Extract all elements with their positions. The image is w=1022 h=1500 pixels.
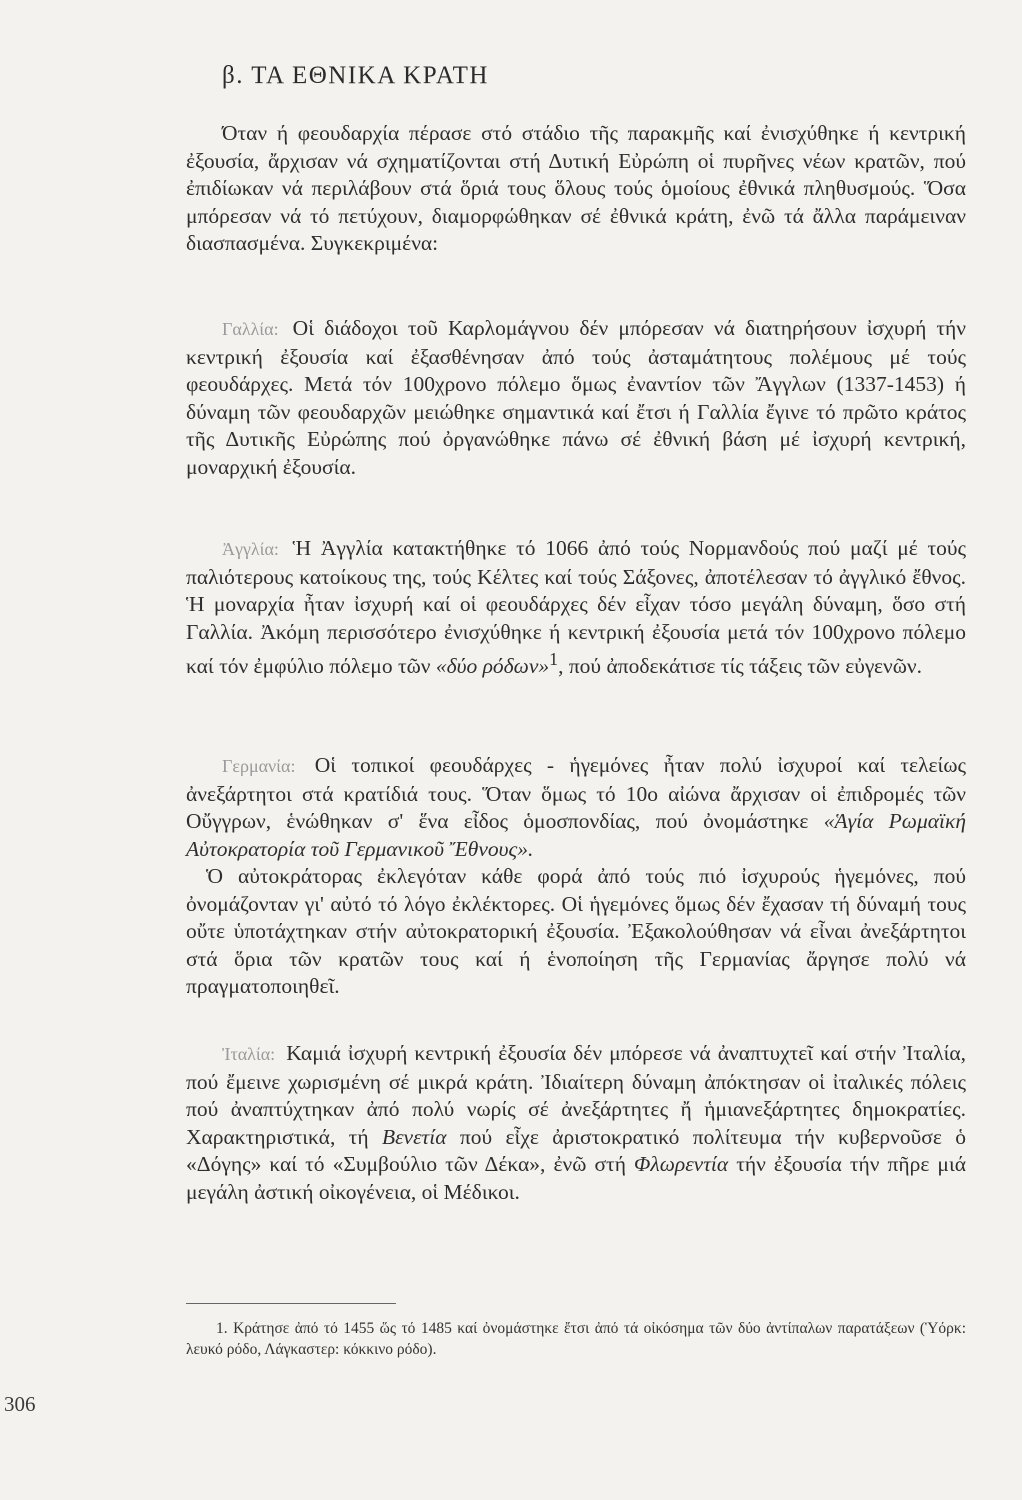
italy-text-a: Καμιά ἰσχυρή κεντρική ἐξουσία δέν μπόρεσε νά ἀναπτυχτεῖ καί στήν Ἰταλία, πού ἔμεινε χωρισμένη σέ μικρά κράτη. Ἰδιαίτερη δύναμη ἀπόκτησαν οἱ ἰταλικές πόλεις πού ἀναπτύχτηκαν ἀπό πολύ νωρίς σέ ἀνεξάρτητες ἤ ἡμιανεξάρτητες δημοκρατίες. Χαρακτηριστικά, τή (186, 1041, 967, 1149)
france-section (186, 315, 966, 481)
england-section (186, 535, 966, 681)
england-text-b: , πού ἀποδεκάτισε τίς τάξεις τῶν εὐγενῶν. (558, 654, 923, 679)
germany-text-b: Ὁ αὐτοκράτορας ἐκλεγόταν κάθε φορά ἀπό τούς πιό ἰσχυρούς ἡγεμόνες, πού ὀνομάζονταν γι' αὐτό τό λόγο ἐκλέκτορες. Οἱ ἡγεμόνες ὅμως δέν ἔχασαν τή δύναμή τους οὔτε ὑποτάχτηκαν στήν αὐτοκρατορική ἐξουσία. Ἐξακολούθησαν νά εἶναι ἀνεξάρτητοι στά ὅρια τῶν κρατῶν τους καί ή ἑνοποίηση τῆς Γερμανίας ἄργησε πολύ νά πραγματοποιηθεῖ. (186, 864, 966, 998)
germany-paragraph (186, 752, 966, 863)
france-paragraph (186, 315, 966, 481)
france-lead: Γαλλία: (222, 319, 279, 339)
section-heading: β. ΤΑ ΕΘΝΙΚΑ ΚΡΑΤΗ (222, 62, 489, 89)
footnote-paragraph (186, 1318, 966, 1360)
germany-italic-phrase: «Ἁγία Ρωμαϊκή Αὐτοκρατορία τοῦ Γερμανικοῦ Ἔθνους». (186, 809, 966, 861)
italy-text-c: τήν ἐξουσία τήν πῆρε μιά μεγάλη ἀστική οἰκογένεια, οἱ Μέδικοι. (186, 1152, 967, 1204)
footnote-marker: 1. (216, 1320, 228, 1337)
france-text: Οἱ διάδοχοι τοῦ Καρλομάγνου δέν μπόρεσαν νά διατηρήσουν ἰσχυρή τήν κεντρική ἐξουσία καί ἐξασθένησαν ἀπό τούς ἀσταμάτητους πολέμους μέ τούς φεουδάρχες. Μετά τόν 100χρονο πόλεμο ὅμως ἐναντίον τῶν Ἄγγλων (1337-1453) ή δύναμη τῶν φεουδαρχῶν μειώθηκε σημαντικά καί ἔτσι ή Γαλλία ἔγινε τό πρῶτο κράτος τῆς Δυτικῆς Εὐρώπης πού ὀργανώθηκε πάνω σέ ἐθνική βάση μέ ἰσχυρή κεντρική, μοναρχική ἐξουσία. (186, 316, 966, 479)
germany-text-a: Οἱ τοπικοί φεουδάρχες - ἡγεμόνες ἦταν πολύ ἰσχυροί καί τελείως ἀνεξάρτητοι στά κρατίδιά τους. Ὅταν ὅμως τό 10ο αἰώνα ἄρχισαν οἱ ἐπιδρομές τῶν Οὔγγρων, ἑνώθηκαν σ' ἕνα εἶδος ὁμοσπονδίας, πού ὀνομάστηκε (186, 753, 966, 833)
germany-lead: Γερμανία: (222, 756, 296, 776)
intro-paragraph (186, 120, 966, 258)
venice-name: Βενετία (381, 1124, 447, 1149)
footnote (186, 1318, 966, 1360)
italy-section (186, 1040, 966, 1206)
italy-paragraph (186, 1040, 966, 1206)
italy-lead: Ἰταλία: (222, 1044, 276, 1064)
footnote-divider (186, 1303, 396, 1304)
florence-name: Φλωρεντία (634, 1152, 729, 1176)
footnote-reference: 1 (549, 649, 559, 669)
england-lead: Ἀγγλία: (222, 539, 279, 559)
england-italic-phrase: «δύο ρόδων» (435, 654, 550, 679)
intro-text: Όταν ή φεουδαρχία πέρασε στό στάδιο τῆς παρακμῆς καί ἐνισχύθηκε ή κεντρική ἐξουσία, ἄρχισαν νά σχηματίζονται στή Δυτική Εὐρώπη οἱ πυρῆνες νέων κρατῶν, πού ἐπιδίωκαν νά περιλάβουν στά ὅριά τους ὅλους τούς ὁμοίους ἐθνικά πληθυσμούς. Ὅσα μπόρεσαν νά τό πετύχουν, διαμορφώθηκαν σέ ἐθνικά κράτη, ἐνῶ τά ἄλλα παράμειναν διασπασμένα. Συγκεκριμένα: (186, 121, 966, 255)
page-number: 306 (4, 1392, 36, 1416)
england-paragraph (186, 535, 966, 681)
italy-text-b: πού εἶχε ἀριστοκρατικό πολίτευμα τήν κυβερνοῦσε ὁ «Δόγης» καί τό «Συμβούλιο τῶν Δέκα», ἐνῶ στή (186, 1124, 967, 1176)
england-text-a: Ἡ Ἀγγλία κατακτήθηκε τό 1066 ἀπό τούς Νορμανδούς πού μαζί μέ τούς παλιότερους κατοίκους της, τούς Κέλτες καί τούς Σάξονες, ἀποτέλεσαν τό ἀγγλικό ἔθνος. Ἡ μοναρχία ἦταν ἰσχυρή καί οἱ φεουδάρχες δέν εἶχαν τόσο μεγάλη δύναμη, ὅσο στή Γαλλία. Ἀκόμη περισσότερο ἐνισχύθηκε ή κεντρική ἐξουσία μετά τόν 100χρονο πόλεμο καί τόν ἐμφύλιο πόλεμο τῶν (186, 536, 967, 679)
footnote-text: Κράτησε ἀπό τό 1455 ὥς τό 1485 καί ὀνομάστηκε ἔτσι ἀπό τά οἰκόσημα τῶν δύο ἀντίπαλων παρατάξεων (Ὑόρκ: λευκό ρόδο, Λάγκαστερ: κόκκινο ρόδο). (186, 1320, 967, 1358)
germany-section (186, 752, 966, 1001)
